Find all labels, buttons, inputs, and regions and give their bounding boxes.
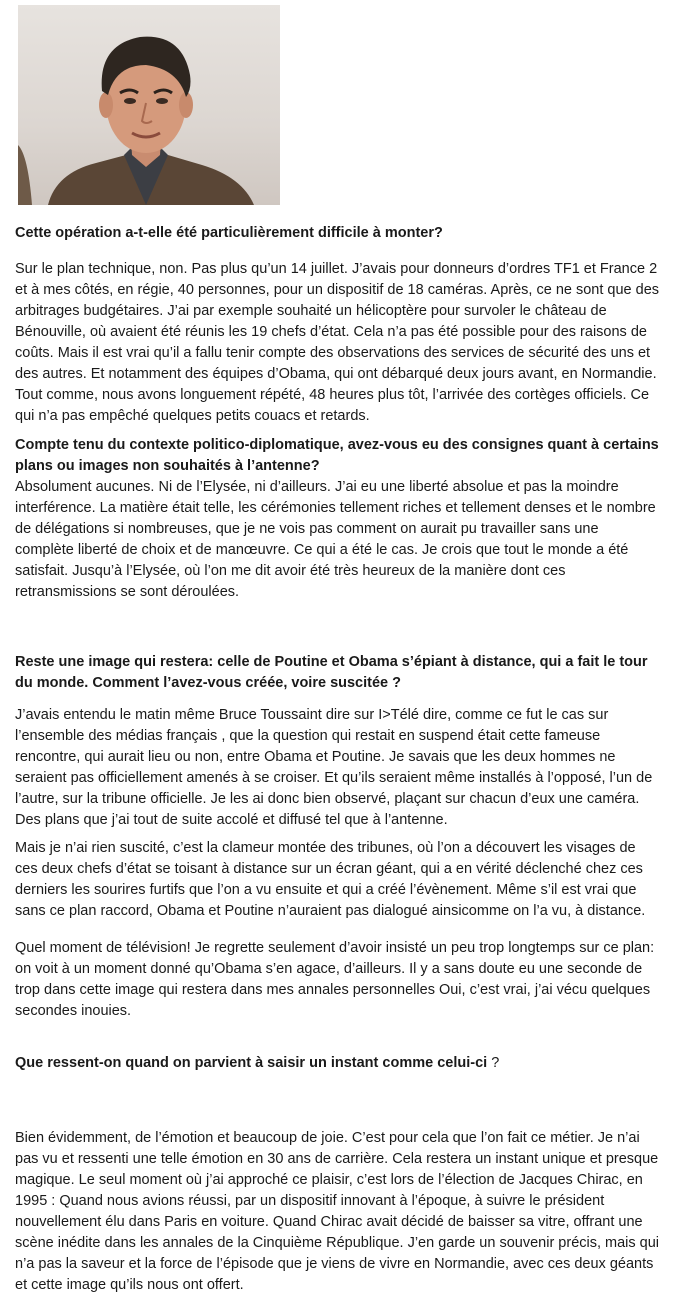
question-1: Cette opération a-t-elle été particulièrement difficile à monter? [15, 225, 443, 241]
question-2: Compte tenu du contexte politico-diplomatique, avez-vous eu des consignes quant à certains plans ou images non souhaités à l’antenne? [15, 437, 659, 474]
question-4-mark: ? [487, 1055, 500, 1071]
answer-2: Absolument aucunes. Ni de l’Elysée, ni d’ailleurs. J’ai eu une liberté absolue et pas la moindre interférence. La matière était telle, les cérémonies tellement riches et tellement denses et le nombre de délégations si nombreuses, que je ne vois pas comment on aurait pu travailler sans une complète liberté de choix et de manœuvre. Ce qui a été le cas. Je crois que tout le monde a été satisfait. Jusqu’à l’Elysée, où l’on me dit avoir été très heureux de la manière dont ces retransmissions se sont déroulées. [15, 479, 656, 600]
question-3: Reste une image qui restera: celle de Poutine et Obama s’épiant à distance, qui a fait le tour du monde. Comment l’avez-vous créée, voire suscitée ? [15, 654, 648, 691]
question-4-text: Que ressent-on quand on parvient à saisir un instant comme celui-ci [15, 1055, 488, 1071]
answer-3-paragraph-2: Mais je n’ai rien suscité, c’est la clameur montée des tribunes, où l’on a découvert les visages de ces deux chefs d’état se toisant à distance sur un écran géant, qui a en vérité déclenché chez ces derniers les sourires furtifs que l’on a vu ensuite et qui a créé l’évènement. Même s’il est vrai que sans ce plan raccord, Obama et Poutine n’auraient pas dialogué ainsicomme on l’a vu, à distance. [15, 840, 646, 919]
portrait-photo [18, 5, 280, 205]
answer-4: Bien évidemment, de l’émotion et beaucoup de joie. C’est pour cela que l’on fait ce métier. Je n’ai pas vu et ressenti une telle émotion en 30 ans de carrière. Cela restera un instant unique et presque magique. Le seul moment où j’ai approché ce plaisir, c’est lors de l’élection de Jacques Chirac, en 1995 : Quand nous avions réussi, par un dispositif innovant à l’époque, à suivre le président nouvellement élu dans Paris en voiture. Quand Chirac avait décidé de baisser sa vitre, offrant une scène inédite dans les annales de la Cinquième République. J’en garde un souvenir précis, mais qui n’a pas la saveur et la force de l’épisode que je viens de vivre en Normandie, avec ces deux géants et cette image qu’ils nous ont offert. [15, 1130, 660, 1293]
question-4 [15, 1053, 661, 1074]
answer-3-paragraph-1: J’avais entendu le matin même Bruce Toussaint dire sur I>Télé dire, comme ce fut le cas sur l’ensemble des médias français , que la question qui restait en suspend était cette fameuse rencontre, qui aurait lieu ou non, entre Obama et Poutine. Je savais que les deux hommes ne seraient pas officiellement amenés à se croiser. Et qu’ils seraient même installés à l’opposé, l’un de l’autre, sur la tribune officielle. Je les ai donc bien observé, plaçant sur chacun d’eux une caméra. Des plans que j’ai tout de suite accolé et diffusé tel que à l’antenne. [15, 707, 653, 828]
answer-3-paragraph-3: Quel moment de télévision! Je regrette seulement d’avoir insisté un peu trop longtemps sur ce plan: on voit à un moment donné qu’Obama s’en agace, d’ailleurs. Il y a sans doute eu une seconde de trop dans cette image qui restera dans mes annales personnelles Oui, c’est vrai, j’ai vécu quelques secondes inouies. [15, 940, 655, 1019]
answer-1: Sur le plan technique, non. Pas plus qu’un 14 juillet. J’avais pour donneurs d’ordres TF1 et France 2 et à mes côtés, en régie, 40 personnes, pour un dispositif de 18 caméras. Après, ce ne sont que des arbitrages budgétaires. J’ai par exemple souhaité un hélicoptère pour survoler le château de Bénouville, où avaient été réunis les 19 chefs d’état. Cela n’a pas été possible pour des raisons de coûts. Mais il est vrai qu’il a fallu tenir compte des observations des services de sécurité des uns et des autres. Et notamment des équipes d’Obama, qui ont débarqué deux jours avant, en Normandie. Tout comme, nous avons longuement répété, 48 heures plus tôt, l’arrivée des cortèges officiels. Ce qui n’a pas empêché quelques petits couacs et retards. [15, 261, 660, 424]
